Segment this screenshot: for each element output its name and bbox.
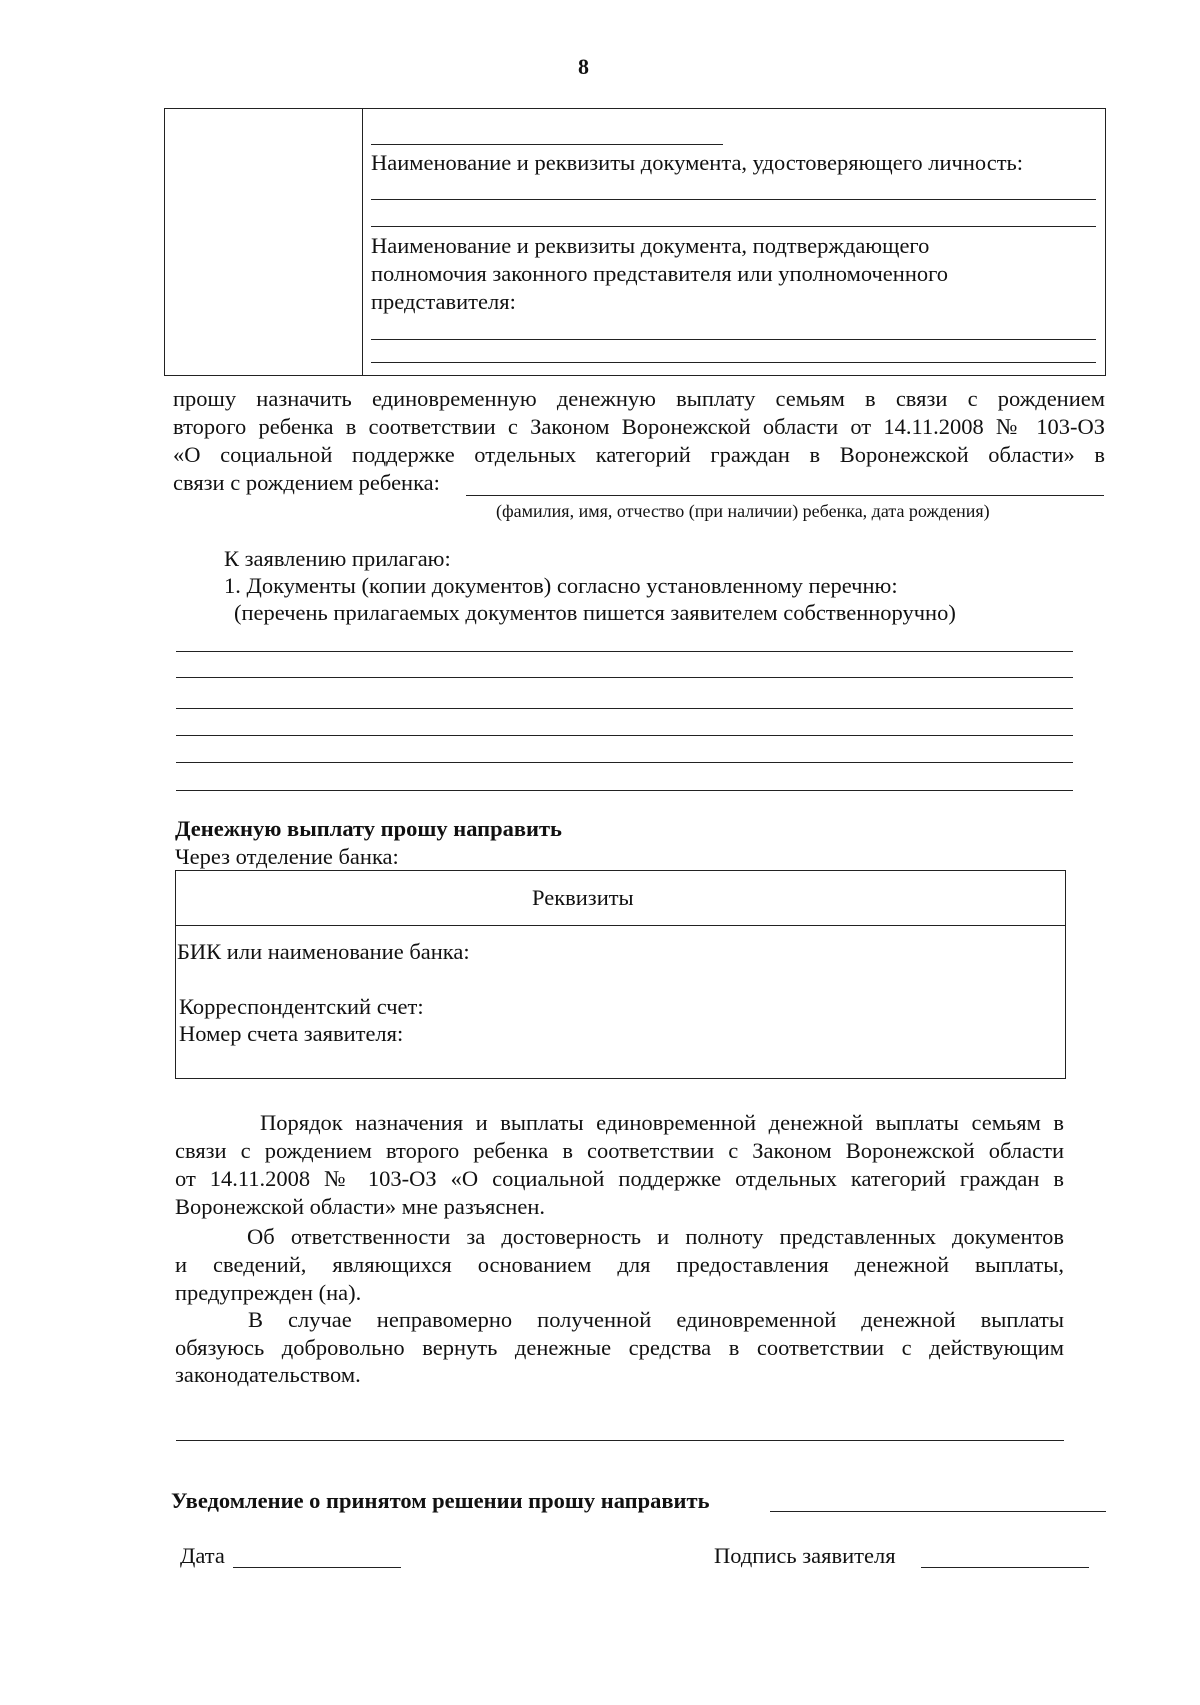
- notification-field[interactable]: [770, 1511, 1106, 1512]
- id-document-label: Наименование и реквизиты документа, удостоверяющего личность:: [371, 150, 1024, 175]
- attachments-item-1: 1. Документы (копии документов) согласно установленному перечню:: [224, 573, 898, 598]
- statement-1-line-3: от 14.11.2008 № 103-ОЗ «О социальной поддержке отдельных категорий граждан в: [175, 1166, 1064, 1191]
- request-line-4: связи с рождением ребенка:: [173, 470, 440, 495]
- auth-document-label-line2: полномочия законного представителя или уполномоченного: [371, 261, 949, 286]
- auth-document-field[interactable]: [371, 339, 1096, 340]
- attachment-line[interactable]: [176, 677, 1073, 678]
- signature-label: Подпись заявителя: [714, 1543, 896, 1568]
- statement-3-line-2: обязуюсь добровольно вернуть денежные средства в соответствии с действующим: [175, 1335, 1064, 1360]
- page-number: 8: [578, 54, 589, 79]
- statement-2-line-3: предупрежден (на).: [175, 1280, 362, 1305]
- account-number-label: Номер счета заявителя:: [179, 1021, 404, 1046]
- statement-2-line-1: Об ответственности за достоверность и полноту представленных документов: [247, 1224, 1064, 1249]
- attachment-line[interactable]: [176, 651, 1073, 652]
- child-name-field[interactable]: [466, 495, 1104, 496]
- id-document-field-2[interactable]: [371, 226, 1096, 227]
- payment-heading: Денежную выплату прошу направить: [175, 816, 562, 841]
- auth-document-label-line3: представителя:: [371, 289, 516, 314]
- id-document-field[interactable]: [371, 199, 1096, 200]
- via-bank-label: Через отделение банка:: [175, 844, 399, 869]
- attachment-line[interactable]: [176, 708, 1073, 709]
- date-field[interactable]: [233, 1567, 401, 1568]
- applicant-name-field[interactable]: [176, 1440, 1064, 1441]
- bank-table-header: Реквизиты: [532, 885, 634, 910]
- statement-1-line-1: Порядок назначения и выплаты единовременной денежной выплаты семьям в: [260, 1110, 1064, 1135]
- child-name-caption: (фамилия, имя, отчество (при наличии) ребенка, дата рождения): [496, 501, 990, 521]
- attachments-heading: К заявлению прилагаю:: [224, 546, 451, 571]
- request-line-2: второго ребенка в соответствии с Законом Воронежской области от 14.11.2008 № 103-ОЗ: [173, 414, 1105, 439]
- signature-field[interactable]: [921, 1567, 1089, 1568]
- blank-line[interactable]: [371, 144, 723, 145]
- request-line-1: прошу назначить единовременную денежную выплату семьям в связи с рождением: [173, 386, 1105, 411]
- statement-2-line-2: и сведений, являющихся основанием для предоставления денежной выплаты,: [175, 1252, 1064, 1277]
- statement-3-line-1: В случае неправомерно полученной единовременной денежной выплаты: [248, 1307, 1064, 1332]
- auth-document-label-line1: Наименование и реквизиты документа, подтверждающего: [371, 233, 930, 258]
- attachment-line[interactable]: [176, 762, 1073, 763]
- corr-account-label: Корреспондентский счет:: [179, 994, 424, 1019]
- auth-document-field-2[interactable]: [371, 362, 1096, 363]
- attachment-line[interactable]: [176, 790, 1073, 791]
- attachment-line[interactable]: [176, 735, 1073, 736]
- statement-1-line-4: Воронежской области» мне разъяснен.: [175, 1194, 545, 1219]
- request-line-3: «О социальной поддержке отдельных категорий граждан в Воронежской области» в: [173, 442, 1105, 467]
- statement-1-line-2: связи с рождением второго ребенка в соответствии с Законом Воронежской области: [175, 1138, 1064, 1163]
- attachments-note: (перечень прилагаемых документов пишется заявителем собственноручно): [234, 600, 956, 625]
- bik-label: БИК или наименование банка:: [177, 939, 470, 964]
- statement-3-line-3: законодательством.: [175, 1362, 361, 1387]
- date-label: Дата: [180, 1543, 225, 1568]
- notification-label: Уведомление о принятом решении прошу направить: [171, 1488, 710, 1513]
